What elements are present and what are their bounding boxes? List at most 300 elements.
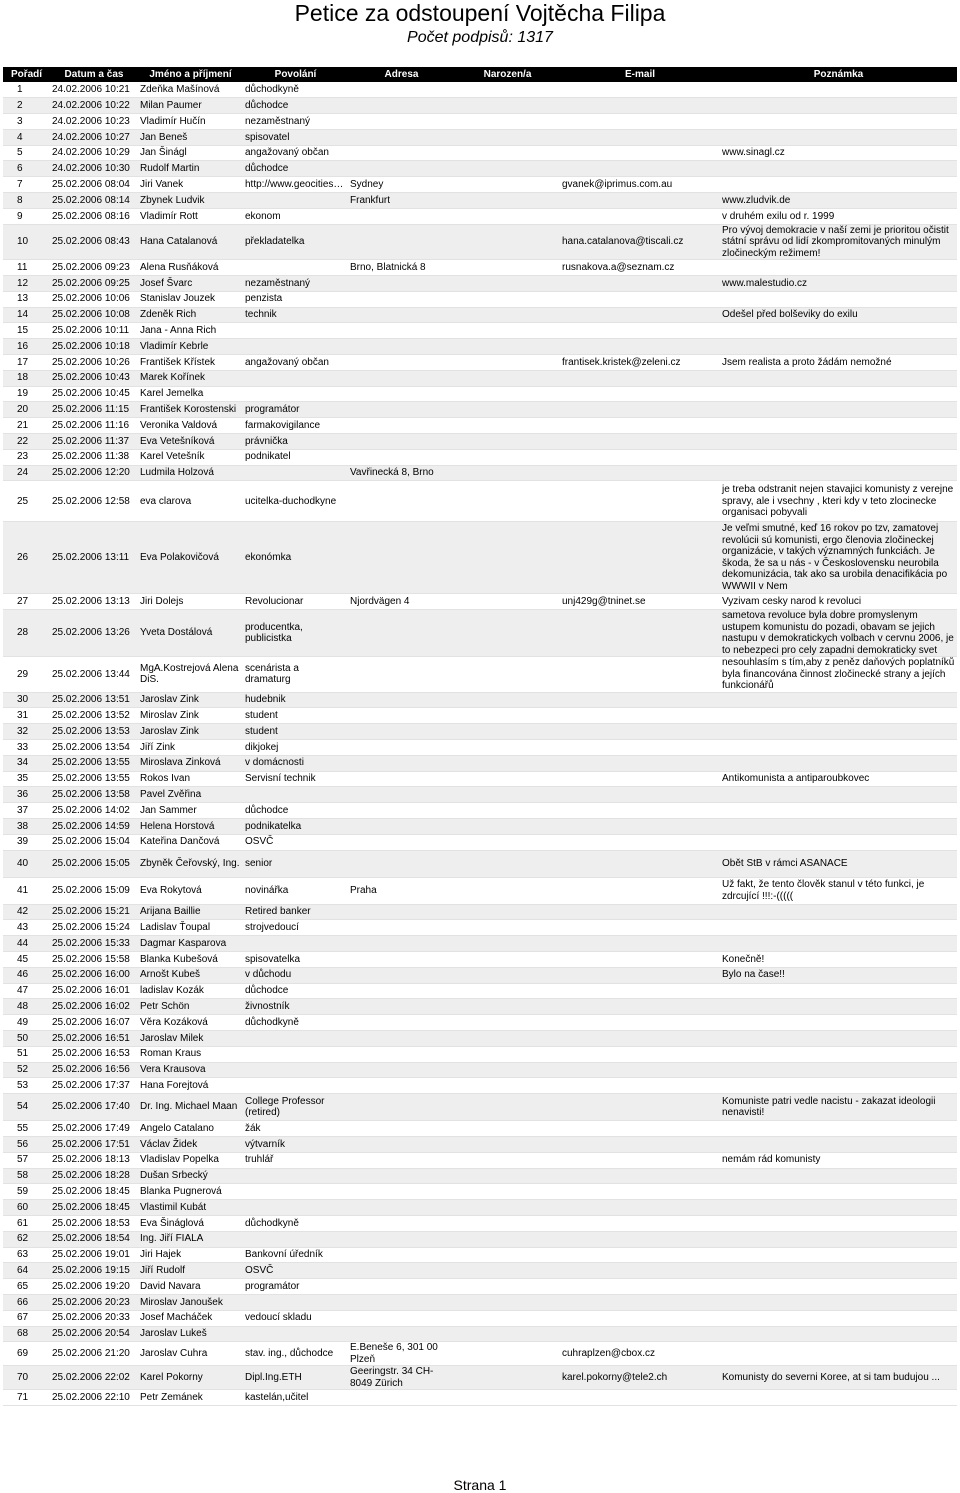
cell-datetime: 25.02.2006 15:05 [50,850,138,877]
cell-email [560,449,720,465]
cell-occupation: kastelán,učitel [243,1390,348,1406]
table-row [3,724,957,740]
cell-address [348,1030,455,1046]
cell-address [348,657,455,693]
table-row [3,1015,957,1031]
cell-datetime: 25.02.2006 13:11 [50,522,138,594]
cell-occupation: podnikatel [243,449,348,465]
cell-email [560,692,720,708]
cell-email [560,465,720,481]
cell-email [560,983,720,999]
table-row [3,1366,957,1390]
cell-occupation: žák [243,1121,348,1137]
cell-name: Josef Macháček [138,1310,243,1326]
cell-address [348,771,455,787]
cell-occupation: OSVČ [243,834,348,850]
cell-order: 52 [3,1062,50,1078]
cell-occupation [243,193,348,209]
cell-occupation [243,787,348,803]
cell-note [720,386,957,402]
cell-occupation: důchodkyně [243,82,348,98]
table-row [3,1342,957,1366]
cell-email [560,1046,720,1062]
cell-order: 2 [3,98,50,114]
cell-email [560,1062,720,1078]
cell-email [560,1094,720,1121]
table-row [3,1184,957,1200]
cell-datetime: 25.02.2006 08:16 [50,208,138,224]
cell-email: hana.catalanova@tiscali.cz [560,224,720,260]
cell-address [348,1263,455,1279]
cell-email [560,771,720,787]
cell-note [720,724,957,740]
cell-order: 67 [3,1310,50,1326]
table-row [3,819,957,835]
cell-email [560,481,720,522]
table-row [3,610,957,657]
cell-born [455,402,560,418]
cell-born [455,522,560,594]
table-row [3,1046,957,1062]
cell-occupation: vedoucí skladu [243,1310,348,1326]
cell-occupation: nezaměstnaný [243,275,348,291]
cell-name: František Křístek [138,354,243,370]
cell-email [560,1136,720,1152]
table-row [3,161,957,177]
cell-order: 10 [3,224,50,260]
cell-born [455,1152,560,1168]
cell-name: Miroslav Janoušek [138,1294,243,1310]
cell-order: 35 [3,771,50,787]
cell-address [348,708,455,724]
cell-order: 33 [3,740,50,756]
column-header-name: Jméno a příjmení [138,67,243,82]
cell-born [455,850,560,877]
cell-email [560,787,720,803]
cell-note: Pro vývoj demokracie v naší zemi je prioritou očistit státní správu od lidí zkompromitovaných minulým zločineckým režimem! [720,224,957,260]
cell-address [348,1294,455,1310]
cell-address [348,904,455,920]
cell-born [455,999,560,1015]
cell-born [455,657,560,693]
cell-born [455,418,560,434]
cell-note [720,1062,957,1078]
cell-order: 25 [3,481,50,522]
table-row [3,787,957,803]
cell-order: 62 [3,1231,50,1247]
cell-name: Blanka Kubešová [138,951,243,967]
cell-email [560,755,720,771]
cell-born [455,161,560,177]
cell-address [348,129,455,145]
cell-name: Vlastimil Kubát [138,1200,243,1216]
cell-address [348,114,455,130]
cell-occupation: ekonom [243,208,348,224]
table-row [3,260,957,276]
cell-datetime: 25.02.2006 10:18 [50,339,138,355]
cell-born [455,983,560,999]
cell-born [455,1200,560,1216]
cell-note [720,177,957,193]
cell-order: 66 [3,1294,50,1310]
cell-born [455,275,560,291]
cell-name: Jaroslav Zink [138,692,243,708]
table-row [3,1121,957,1137]
cell-datetime: 25.02.2006 18:53 [50,1215,138,1231]
cell-address [348,481,455,522]
cell-name: Jan Šinágl [138,145,243,161]
cell-datetime: 24.02.2006 10:22 [50,98,138,114]
cell-note [720,999,957,1015]
cell-email [560,161,720,177]
cell-born [455,967,560,983]
cell-name: Eva Polakovičová [138,522,243,594]
cell-note [720,1231,957,1247]
cell-order: 48 [3,999,50,1015]
cell-email [560,850,720,877]
cell-email [560,1030,720,1046]
cell-address: Frankfurt [348,193,455,209]
cell-datetime: 25.02.2006 20:23 [50,1294,138,1310]
cell-datetime: 25.02.2006 10:11 [50,323,138,339]
cell-datetime: 25.02.2006 20:54 [50,1326,138,1342]
cell-born [455,354,560,370]
cell-order: 11 [3,260,50,276]
cell-order: 23 [3,449,50,465]
cell-note: www.malestudio.cz [720,275,957,291]
cell-datetime: 25.02.2006 10:43 [50,370,138,386]
cell-datetime: 25.02.2006 19:01 [50,1247,138,1263]
cell-occupation [243,370,348,386]
cell-email [560,1231,720,1247]
cell-address [348,224,455,260]
cell-order: 63 [3,1247,50,1263]
cell-email: cuhraplzen@cbox.cz [560,1342,720,1366]
cell-occupation: ucitelka-duchodkyne [243,481,348,522]
cell-datetime: 25.02.2006 15:04 [50,834,138,850]
cell-datetime: 25.02.2006 09:23 [50,260,138,276]
cell-occupation: Revolucionar [243,594,348,610]
cell-note [720,339,957,355]
cell-occupation [243,1326,348,1342]
cell-born [455,1326,560,1342]
cell-order: 13 [3,291,50,307]
cell-name: Rokos Ivan [138,771,243,787]
cell-datetime: 25.02.2006 11:37 [50,433,138,449]
cell-note [720,1046,957,1062]
cell-name: Miroslav Zink [138,708,243,724]
table-row [3,522,957,594]
cell-born [455,370,560,386]
cell-datetime: 25.02.2006 15:09 [50,877,138,904]
table-header [3,67,957,82]
cell-order: 38 [3,819,50,835]
cell-email [560,275,720,291]
cell-born [455,177,560,193]
cell-address: Sydney [348,177,455,193]
cell-born [455,755,560,771]
cell-email [560,386,720,402]
cell-occupation: senior [243,850,348,877]
table-row [3,370,957,386]
cell-note [720,1279,957,1295]
cell-born [455,1366,560,1390]
cell-order: 65 [3,1279,50,1295]
cell-address [348,433,455,449]
cell-note [720,1263,957,1279]
cell-name: Jiri Vanek [138,177,243,193]
cell-email [560,951,720,967]
table-row [3,402,957,418]
cell-note [720,433,957,449]
cell-note [720,755,957,771]
cell-occupation: spisovatelka [243,951,348,967]
cell-order: 24 [3,465,50,481]
cell-order: 61 [3,1215,50,1231]
cell-address [348,787,455,803]
cell-note [720,82,957,98]
cell-datetime: 25.02.2006 21:20 [50,1342,138,1366]
cell-name: Zbyněk Čeřovský, Ing. [138,850,243,877]
cell-order: 22 [3,433,50,449]
cell-datetime: 25.02.2006 09:25 [50,275,138,291]
cell-address [348,1078,455,1094]
cell-occupation: truhlář [243,1152,348,1168]
table-row [3,1094,957,1121]
cell-note: Bylo na čase!! [720,967,957,983]
cell-email [560,1279,720,1295]
cell-datetime: 25.02.2006 11:16 [50,418,138,434]
cell-note: Už fakt, že tento člověk stanul v této funkci, je zdrcující !!!:-((((( [720,877,957,904]
cell-email: rusnakova.a@seznam.cz [560,260,720,276]
cell-email [560,208,720,224]
cell-born [455,1094,560,1121]
cell-address [348,1231,455,1247]
cell-order: 56 [3,1136,50,1152]
table-row [3,1152,957,1168]
table-row [3,193,957,209]
cell-note [720,323,957,339]
cell-address [348,740,455,756]
cell-born [455,1294,560,1310]
cell-address [348,98,455,114]
cell-born [455,1062,560,1078]
cell-name: Alena Rusňáková [138,260,243,276]
cell-order: 55 [3,1121,50,1137]
table-row [3,1200,957,1216]
cell-name: MgA.Kostrejová Alena DiS. [138,657,243,693]
cell-note: Komuniste patri vedle nacistu - zakazat ideologii nenavisti! [720,1094,957,1121]
table-row [3,983,957,999]
cell-datetime: 25.02.2006 13:26 [50,610,138,657]
column-header-address: Adresa [348,67,455,82]
cell-datetime: 25.02.2006 16:07 [50,1015,138,1031]
cell-note [720,983,957,999]
cell-name: Jaroslav Milek [138,1030,243,1046]
cell-order: 18 [3,370,50,386]
cell-born [455,193,560,209]
cell-address [348,967,455,983]
cell-order: 53 [3,1078,50,1094]
cell-name: Zdeněk Rich [138,307,243,323]
cell-address [348,1310,455,1326]
cell-occupation: student [243,724,348,740]
cell-born [455,465,560,481]
cell-datetime: 25.02.2006 22:02 [50,1366,138,1390]
cell-occupation [243,465,348,481]
cell-born [455,1279,560,1295]
cell-order: 29 [3,657,50,693]
cell-occupation: živnostník [243,999,348,1015]
cell-name: Veronika Valdová [138,418,243,434]
cell-address [348,1326,455,1342]
cell-email [560,1184,720,1200]
page-number: Strana 1 [453,1477,507,1493]
cell-occupation: scenárista a dramaturg [243,657,348,693]
cell-note [720,98,957,114]
cell-occupation [243,1046,348,1062]
cell-address [348,323,455,339]
cell-email [560,1390,720,1406]
cell-occupation: dikjokej [243,740,348,756]
cell-note [720,787,957,803]
cell-email [560,1294,720,1310]
table-row [3,967,957,983]
cell-born [455,1184,560,1200]
cell-note [720,1030,957,1046]
table-row [3,177,957,193]
cell-email [560,834,720,850]
cell-datetime: 25.02.2006 08:43 [50,224,138,260]
table-row [3,1168,957,1184]
cell-born [455,1168,560,1184]
table-row [3,771,957,787]
cell-order: 49 [3,1015,50,1031]
cell-address [348,951,455,967]
table-row [3,951,957,967]
cell-order: 57 [3,1152,50,1168]
cell-order: 9 [3,208,50,224]
cell-datetime: 25.02.2006 11:15 [50,402,138,418]
table-row [3,803,957,819]
cell-name: Yveta Dostálová [138,610,243,657]
cell-email: frantisek.kristek@zeleni.cz [560,354,720,370]
cell-note [720,1326,957,1342]
cell-occupation: angažovaný občan [243,354,348,370]
cell-born [455,1136,560,1152]
cell-order: 12 [3,275,50,291]
cell-datetime: 25.02.2006 18:45 [50,1184,138,1200]
cell-address [348,291,455,307]
cell-order: 16 [3,339,50,355]
table-row [3,1263,957,1279]
cell-note [720,418,957,434]
cell-address [348,1390,455,1406]
cell-datetime: 25.02.2006 13:51 [50,692,138,708]
cell-address [348,803,455,819]
cell-email: karel.pokorny@tele2.ch [560,1366,720,1390]
cell-note [720,740,957,756]
cell-address: Njordvägen 4 [348,594,455,610]
cell-occupation [243,1231,348,1247]
cell-name: Angelo Catalano [138,1121,243,1137]
cell-order: 34 [3,755,50,771]
header-row [3,67,957,82]
cell-born [455,98,560,114]
cell-name: Blanka Pugnerová [138,1184,243,1200]
cell-born [455,877,560,904]
cell-name: Vera Krausova [138,1062,243,1078]
cell-note: v druhém exilu od r. 1999 [720,208,957,224]
table-row [3,481,957,522]
cell-order: 27 [3,594,50,610]
cell-order: 42 [3,904,50,920]
cell-name: David Navara [138,1279,243,1295]
table-row [3,1136,957,1152]
cell-address [348,1215,455,1231]
cell-email [560,193,720,209]
table-row [3,1294,957,1310]
cell-email [560,657,720,693]
cell-name: Karel Vetešník [138,449,243,465]
cell-note [720,1215,957,1231]
cell-datetime: 25.02.2006 16:53 [50,1046,138,1062]
cell-address [348,724,455,740]
cell-address [348,82,455,98]
cell-email [560,1168,720,1184]
cell-email: unj429g@tninet.se [560,594,720,610]
petition-table [3,67,957,1406]
cell-email [560,1200,720,1216]
cell-born [455,224,560,260]
cell-order: 71 [3,1390,50,1406]
cell-occupation [243,1200,348,1216]
cell-address [348,370,455,386]
table-row [3,307,957,323]
cell-order: 54 [3,1094,50,1121]
cell-occupation: důchodce [243,161,348,177]
cell-occupation: podnikatelka [243,819,348,835]
cell-order: 36 [3,787,50,803]
cell-address [348,145,455,161]
cell-name: Vladislav Popelka [138,1152,243,1168]
table-row [3,433,957,449]
cell-name: Eva Vetešníková [138,433,243,449]
cell-occupation: strojvedoucí [243,920,348,936]
cell-born [455,724,560,740]
cell-occupation [243,339,348,355]
cell-born [455,82,560,98]
cell-datetime: 25.02.2006 17:40 [50,1094,138,1121]
cell-datetime: 25.02.2006 10:26 [50,354,138,370]
cell-address [348,1046,455,1062]
cell-name: Jaroslav Lukeš [138,1326,243,1342]
cell-born [455,1121,560,1137]
table-row [3,98,957,114]
cell-born [455,787,560,803]
cell-order: 44 [3,936,50,952]
cell-occupation: student [243,708,348,724]
cell-datetime: 25.02.2006 10:08 [50,307,138,323]
cell-datetime: 25.02.2006 17:37 [50,1078,138,1094]
cell-name: Helena Horstová [138,819,243,835]
column-header-order: Pořadí [3,67,50,82]
cell-address: Geeringstr. 34 CH-8049 Zürich [348,1366,455,1390]
cell-email [560,129,720,145]
cell-occupation: novinářka [243,877,348,904]
cell-order: 20 [3,402,50,418]
cell-note [720,1294,957,1310]
